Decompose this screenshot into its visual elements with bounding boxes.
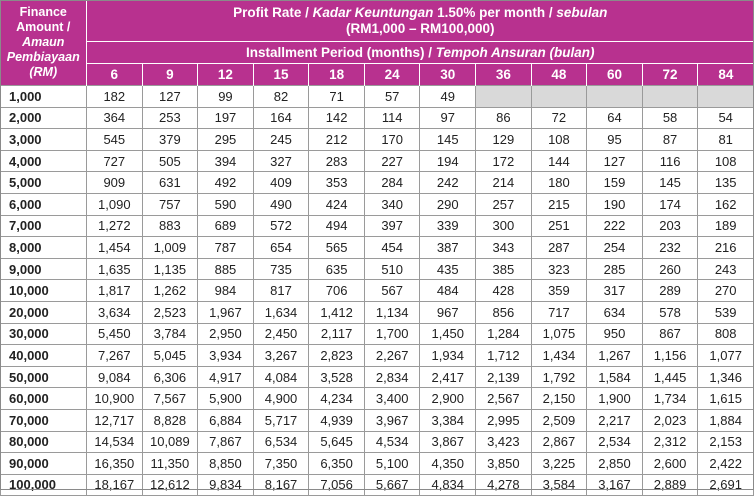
installment-value-cell: 567 xyxy=(364,280,420,302)
installment-value-cell: 867 xyxy=(642,323,698,345)
installment-value-cell: 757 xyxy=(142,193,198,215)
installment-value-cell: 3,584 xyxy=(531,474,587,496)
installment-value-cell: 1,615 xyxy=(698,388,754,410)
installment-value-cell: 4,350 xyxy=(420,453,476,475)
installment-value-cell: 2,139 xyxy=(476,366,532,388)
installment-value-cell: 2,422 xyxy=(698,453,754,475)
installment-value-cell: 3,850 xyxy=(476,453,532,475)
installment-value-cell: 5,717 xyxy=(253,409,309,431)
installment-value-cell: 1,792 xyxy=(531,366,587,388)
installment-value-cell: 735 xyxy=(253,258,309,280)
installment-value-cell: 1,712 xyxy=(476,345,532,367)
installment-value-cell: 214 xyxy=(476,172,532,194)
period-header-cell: 84 xyxy=(698,64,754,86)
installment-value-cell: 1,412 xyxy=(309,301,365,323)
installment-value-cell: 7,867 xyxy=(198,431,254,453)
installment-value-cell: 3,634 xyxy=(87,301,143,323)
installment-value-cell: 490 xyxy=(253,193,309,215)
installment-value-cell: 364 xyxy=(87,107,143,129)
installment-value-cell: 1,009 xyxy=(142,237,198,259)
installment-value-cell: 232 xyxy=(642,237,698,259)
installment-value-cell: 203 xyxy=(642,215,698,237)
installment-value-cell: 590 xyxy=(198,193,254,215)
installment-value-cell: 327 xyxy=(253,150,309,172)
table-row xyxy=(1,388,754,410)
installment-value-cell: 2,217 xyxy=(587,409,643,431)
corner-line-1: Finance xyxy=(19,5,67,19)
installment-value-cell: 510 xyxy=(364,258,420,280)
installment-value-cell: 5,900 xyxy=(198,388,254,410)
installment-value-cell: 359 xyxy=(531,280,587,302)
unavailable-cell xyxy=(642,86,698,108)
installment-value-cell: 856 xyxy=(476,301,532,323)
installment-value-cell: 58 xyxy=(642,107,698,129)
table-row xyxy=(1,345,754,367)
installment-value-cell: 3,967 xyxy=(364,409,420,431)
period-header-cell: 60 xyxy=(587,64,643,86)
installment-value-cell: 454 xyxy=(364,237,420,259)
finance-amount-cell: 4,000 xyxy=(1,150,87,172)
installment-value-cell: 159 xyxy=(587,172,643,194)
period-row xyxy=(1,64,754,86)
installment-value-cell: 3,167 xyxy=(587,474,643,496)
installment-value-cell: 2,823 xyxy=(309,345,365,367)
installment-value-cell: 4,234 xyxy=(309,388,365,410)
installment-value-cell: 18,167 xyxy=(87,474,143,496)
installment-value-cell: 95 xyxy=(587,129,643,151)
installment-value-cell: 11,350 xyxy=(142,453,198,475)
installment-value-cell: 634 xyxy=(587,301,643,323)
installment-value-cell: 285 xyxy=(587,258,643,280)
title-italic-sebulan: sebulan xyxy=(556,4,608,20)
finance-amount-cell: 7,000 xyxy=(1,215,87,237)
installment-value-cell: 182 xyxy=(87,86,143,108)
installment-value-cell: 492 xyxy=(198,172,254,194)
corner-line-5: (RM) xyxy=(29,65,58,79)
installment-value-cell: 14,534 xyxy=(87,431,143,453)
installment-value-cell: 631 xyxy=(142,172,198,194)
installment-value-cell: 8,828 xyxy=(142,409,198,431)
installment-value-cell: 4,900 xyxy=(253,388,309,410)
installment-value-cell: 545 xyxy=(87,129,143,151)
installment-value-cell: 484 xyxy=(420,280,476,302)
installment-value-cell: 108 xyxy=(531,129,587,151)
installment-value-cell: 1,346 xyxy=(698,366,754,388)
installment-value-cell: 572 xyxy=(253,215,309,237)
installment-value-cell: 6,306 xyxy=(142,366,198,388)
installment-value-cell: 145 xyxy=(420,129,476,151)
installment-value-cell: 1,884 xyxy=(698,409,754,431)
installment-value-cell: 2,267 xyxy=(364,345,420,367)
table-row xyxy=(1,280,754,302)
finance-amount-cell: 1,000 xyxy=(1,86,87,108)
installment-value-cell: 1,090 xyxy=(87,193,143,215)
installment-value-cell: 180 xyxy=(531,172,587,194)
installment-value-cell: 16,350 xyxy=(87,453,143,475)
installment-value-cell: 2,889 xyxy=(642,474,698,496)
installment-value-cell: 114 xyxy=(364,107,420,129)
installment-value-cell: 428 xyxy=(476,280,532,302)
period-header-cell: 18 xyxy=(309,64,365,86)
installment-value-cell: 253 xyxy=(142,107,198,129)
installment-value-cell: 706 xyxy=(309,280,365,302)
table-row xyxy=(1,193,754,215)
installment-value-cell: 885 xyxy=(198,258,254,280)
installment-value-cell: 144 xyxy=(531,150,587,172)
installment-value-cell: 172 xyxy=(476,150,532,172)
installment-value-cell: 1,967 xyxy=(198,301,254,323)
installment-value-cell: 1,434 xyxy=(531,345,587,367)
installment-value-cell: 950 xyxy=(587,323,643,345)
table-row xyxy=(1,86,754,108)
installment-value-cell: 7,056 xyxy=(309,474,365,496)
installment-value-cell: 64 xyxy=(587,107,643,129)
period-header-cell: 24 xyxy=(364,64,420,86)
installment-value-cell: 1,267 xyxy=(587,345,643,367)
installment-value-cell: 2,995 xyxy=(476,409,532,431)
installment-value-cell: 127 xyxy=(587,150,643,172)
finance-amount-cell: 70,000 xyxy=(1,409,87,431)
installment-value-cell: 424 xyxy=(309,193,365,215)
installment-value-cell: 323 xyxy=(531,258,587,280)
installment-value-cell: 1,934 xyxy=(420,345,476,367)
table-row xyxy=(1,453,754,475)
installment-value-cell: 539 xyxy=(698,301,754,323)
period-header-cell: 6 xyxy=(87,64,143,86)
corner-line-3: Amaun xyxy=(22,35,65,49)
installment-value-cell: 212 xyxy=(309,129,365,151)
period-header-cell: 9 xyxy=(142,64,198,86)
installment-value-cell: 2,153 xyxy=(698,431,754,453)
period-header-cell: 36 xyxy=(476,64,532,86)
installment-value-cell: 135 xyxy=(698,172,754,194)
installment-value-cell: 7,267 xyxy=(87,345,143,367)
period-italic: Tempoh Ansuran (bulan) xyxy=(435,45,595,60)
installment-value-cell: 353 xyxy=(309,172,365,194)
installment-value-cell: 2,534 xyxy=(587,431,643,453)
corner-line-4: Pembiayaan xyxy=(6,50,80,64)
installment-value-cell: 2,567 xyxy=(476,388,532,410)
installment-value-cell: 967 xyxy=(420,301,476,323)
table-row xyxy=(1,323,754,345)
installment-value-cell: 3,528 xyxy=(309,366,365,388)
installment-value-cell: 8,850 xyxy=(198,453,254,475)
finance-amount-cell: 40,000 xyxy=(1,345,87,367)
installment-value-cell: 5,100 xyxy=(364,453,420,475)
installment-value-cell: 189 xyxy=(698,215,754,237)
installment-value-cell: 379 xyxy=(142,129,198,151)
installment-value-cell: 257 xyxy=(476,193,532,215)
finance-amount-cell: 10,000 xyxy=(1,280,87,302)
installment-value-cell: 1,272 xyxy=(87,215,143,237)
installment-value-cell: 54 xyxy=(698,107,754,129)
installment-value-cell: 284 xyxy=(364,172,420,194)
period-header-cell: 12 xyxy=(198,64,254,86)
installment-value-cell: 170 xyxy=(364,129,420,151)
installment-value-cell: 3,867 xyxy=(420,431,476,453)
table-row xyxy=(1,150,754,172)
installment-value-cell: 222 xyxy=(587,215,643,237)
corner-line-2: Amount / xyxy=(16,20,71,34)
installment-value-cell: 242 xyxy=(420,172,476,194)
installment-value-cell: 4,278 xyxy=(476,474,532,496)
table-row xyxy=(1,129,754,151)
installment-value-cell: 339 xyxy=(420,215,476,237)
installment-value-cell: 578 xyxy=(642,301,698,323)
installment-value-cell: 10,089 xyxy=(142,431,198,453)
installment-value-cell: 2,450 xyxy=(253,323,309,345)
unavailable-cell xyxy=(587,86,643,108)
finance-amount-cell: 2,000 xyxy=(1,107,87,129)
finance-amount-cell: 5,000 xyxy=(1,172,87,194)
installment-value-cell: 215 xyxy=(531,193,587,215)
table-body xyxy=(1,86,754,496)
installment-value-cell: 654 xyxy=(253,237,309,259)
finance-amount-cell: 20,000 xyxy=(1,301,87,323)
installment-value-cell: 1,445 xyxy=(642,366,698,388)
installment-value-cell: 8,167 xyxy=(253,474,309,496)
installment-value-cell: 190 xyxy=(587,193,643,215)
installment-value-cell: 194 xyxy=(420,150,476,172)
installment-value-cell: 127 xyxy=(142,86,198,108)
installment-value-cell: 5,667 xyxy=(364,474,420,496)
table-row xyxy=(1,237,754,259)
installment-value-cell: 385 xyxy=(476,258,532,280)
installment-value-cell: 1,635 xyxy=(87,258,143,280)
installment-value-cell: 3,225 xyxy=(531,453,587,475)
installment-value-cell: 9,084 xyxy=(87,366,143,388)
installment-value-cell: 49 xyxy=(420,86,476,108)
finance-amount-header xyxy=(1,0,87,86)
table-row xyxy=(1,431,754,453)
installment-value-cell: 1,135 xyxy=(142,258,198,280)
table-header xyxy=(1,0,754,86)
period-header-cell: 72 xyxy=(642,64,698,86)
installment-value-cell: 260 xyxy=(642,258,698,280)
installment-value-cell: 717 xyxy=(531,301,587,323)
installment-value-cell: 2,950 xyxy=(198,323,254,345)
installment-value-cell: 4,939 xyxy=(309,409,365,431)
installment-value-cell: 5,645 xyxy=(309,431,365,453)
installment-value-cell: 3,400 xyxy=(364,388,420,410)
table-row xyxy=(1,258,754,280)
installment-value-cell: 5,450 xyxy=(87,323,143,345)
installment-value-cell: 3,934 xyxy=(198,345,254,367)
installment-value-cell: 2,150 xyxy=(531,388,587,410)
installment-value-cell: 1,134 xyxy=(364,301,420,323)
installment-value-cell: 1,454 xyxy=(87,237,143,259)
installment-value-cell: 164 xyxy=(253,107,309,129)
installment-value-cell: 2,117 xyxy=(309,323,365,345)
title-rate: 1.50% per month / xyxy=(433,4,557,20)
installment-value-cell: 883 xyxy=(142,215,198,237)
finance-amount-cell: 60,000 xyxy=(1,388,87,410)
profit-rate-title xyxy=(87,0,754,42)
installment-value-cell: 81 xyxy=(698,129,754,151)
installment-value-cell: 251 xyxy=(531,215,587,237)
installment-value-cell: 162 xyxy=(698,193,754,215)
finance-amount-cell: 90,000 xyxy=(1,453,87,475)
installment-value-cell: 254 xyxy=(587,237,643,259)
installment-value-cell: 1,900 xyxy=(587,388,643,410)
installment-value-cell: 3,423 xyxy=(476,431,532,453)
installment-value-cell: 270 xyxy=(698,280,754,302)
installment-value-cell: 1,634 xyxy=(253,301,309,323)
installment-value-cell: 4,834 xyxy=(420,474,476,496)
installment-value-cell: 6,534 xyxy=(253,431,309,453)
installment-value-cell: 2,850 xyxy=(587,453,643,475)
unavailable-cell xyxy=(476,86,532,108)
installment-value-cell: 2,867 xyxy=(531,431,587,453)
finance-amount-cell: 50,000 xyxy=(1,366,87,388)
installment-value-cell: 3,784 xyxy=(142,323,198,345)
installment-value-cell: 7,350 xyxy=(253,453,309,475)
installment-value-cell: 6,884 xyxy=(198,409,254,431)
finance-amount-cell: 80,000 xyxy=(1,431,87,453)
installment-value-cell: 6,350 xyxy=(309,453,365,475)
installment-value-cell: 1,077 xyxy=(698,345,754,367)
installment-value-cell: 2,900 xyxy=(420,388,476,410)
installment-value-cell: 12,717 xyxy=(87,409,143,431)
installment-value-cell: 435 xyxy=(420,258,476,280)
table-row xyxy=(1,172,754,194)
installment-value-cell: 5,045 xyxy=(142,345,198,367)
table-row xyxy=(1,409,754,431)
finance-amount-cell: 30,000 xyxy=(1,323,87,345)
installment-value-cell: 817 xyxy=(253,280,309,302)
installment-value-cell: 727 xyxy=(87,150,143,172)
unavailable-cell xyxy=(531,86,587,108)
installment-value-cell: 1,817 xyxy=(87,280,143,302)
installment-value-cell: 57 xyxy=(364,86,420,108)
period-header-cell: 30 xyxy=(420,64,476,86)
installment-value-cell: 7,567 xyxy=(142,388,198,410)
installment-value-cell: 129 xyxy=(476,129,532,151)
table-row xyxy=(1,474,754,496)
installment-value-cell: 1,156 xyxy=(642,345,698,367)
installment-value-cell: 409 xyxy=(253,172,309,194)
finance-amount-cell: 9,000 xyxy=(1,258,87,280)
installment-value-cell: 300 xyxy=(476,215,532,237)
installment-value-cell: 505 xyxy=(142,150,198,172)
installment-value-cell: 343 xyxy=(476,237,532,259)
installment-value-cell: 394 xyxy=(198,150,254,172)
title-italic: Kadar Keuntungan xyxy=(312,4,434,20)
installment-value-cell: 197 xyxy=(198,107,254,129)
installment-value-cell: 9,834 xyxy=(198,474,254,496)
installment-value-cell: 984 xyxy=(198,280,254,302)
finance-amount-cell: 3,000 xyxy=(1,129,87,151)
installment-value-cell: 317 xyxy=(587,280,643,302)
installment-value-cell: 1,450 xyxy=(420,323,476,345)
table-row xyxy=(1,366,754,388)
installment-value-cell: 2,691 xyxy=(698,474,754,496)
table-row xyxy=(1,301,754,323)
installment-value-cell: 494 xyxy=(309,215,365,237)
installment-value-cell: 565 xyxy=(309,237,365,259)
installment-value-cell: 635 xyxy=(309,258,365,280)
finance-amount-cell: 100,000 xyxy=(1,474,87,496)
installment-value-cell: 99 xyxy=(198,86,254,108)
installment-value-cell: 1,734 xyxy=(642,388,698,410)
installment-value-cell: 142 xyxy=(309,107,365,129)
installment-value-cell: 1,284 xyxy=(476,323,532,345)
table-row xyxy=(1,107,754,129)
installment-value-cell: 397 xyxy=(364,215,420,237)
installment-value-cell: 108 xyxy=(698,150,754,172)
installment-value-cell: 71 xyxy=(309,86,365,108)
installment-value-cell: 387 xyxy=(420,237,476,259)
installment-value-cell: 145 xyxy=(642,172,698,194)
installment-value-cell: 2,834 xyxy=(364,366,420,388)
installment-value-cell: 97 xyxy=(420,107,476,129)
installment-value-cell: 87 xyxy=(642,129,698,151)
period-plain: Installment Period (months) / xyxy=(245,45,436,60)
title-plain: Profit Rate / xyxy=(233,4,313,20)
installment-value-cell: 4,534 xyxy=(364,431,420,453)
period-header-cell: 15 xyxy=(253,64,309,86)
installment-value-cell: 3,384 xyxy=(420,409,476,431)
installment-value-cell: 4,084 xyxy=(253,366,309,388)
installment-value-cell: 287 xyxy=(531,237,587,259)
installment-value-cell: 283 xyxy=(309,150,365,172)
installment-value-cell: 1,700 xyxy=(364,323,420,345)
table-row xyxy=(1,215,754,237)
installment-value-cell: 216 xyxy=(698,237,754,259)
installment-value-cell: 1,262 xyxy=(142,280,198,302)
installment-value-cell: 1,584 xyxy=(587,366,643,388)
installment-value-cell: 909 xyxy=(87,172,143,194)
installment-value-cell: 2,417 xyxy=(420,366,476,388)
installment-value-cell: 290 xyxy=(420,193,476,215)
installment-value-cell: 2,523 xyxy=(142,301,198,323)
period-header-cell: 48 xyxy=(531,64,587,86)
installment-value-cell: 72 xyxy=(531,107,587,129)
installment-value-cell: 340 xyxy=(364,193,420,215)
installment-value-cell: 289 xyxy=(642,280,698,302)
installment-value-cell: 12,612 xyxy=(142,474,198,496)
finance-amount-cell: 6,000 xyxy=(1,193,87,215)
installment-value-cell: 295 xyxy=(198,129,254,151)
installment-value-cell: 2,023 xyxy=(642,409,698,431)
installment-value-cell: 787 xyxy=(198,237,254,259)
installment-value-cell: 116 xyxy=(642,150,698,172)
installment-value-cell: 689 xyxy=(198,215,254,237)
installment-value-cell: 227 xyxy=(364,150,420,172)
installment-value-cell: 174 xyxy=(642,193,698,215)
installment-value-cell: 4,917 xyxy=(198,366,254,388)
installment-value-cell: 808 xyxy=(698,323,754,345)
installment-value-cell: 86 xyxy=(476,107,532,129)
unavailable-cell xyxy=(698,86,754,108)
installment-value-cell: 2,509 xyxy=(531,409,587,431)
installment-value-cell: 10,900 xyxy=(87,388,143,410)
installment-value-cell: 2,312 xyxy=(642,431,698,453)
finance-amount-cell: 8,000 xyxy=(1,237,87,259)
installment-value-cell: 3,267 xyxy=(253,345,309,367)
amount-range: (RM1,000 – RM100,000) xyxy=(345,20,495,36)
installment-value-cell: 2,600 xyxy=(642,453,698,475)
installment-value-cell: 243 xyxy=(698,258,754,280)
installment-value-cell: 82 xyxy=(253,86,309,108)
installment-value-cell: 245 xyxy=(253,129,309,151)
installment-period-header xyxy=(87,42,754,64)
installment-value-cell: 1,075 xyxy=(531,323,587,345)
